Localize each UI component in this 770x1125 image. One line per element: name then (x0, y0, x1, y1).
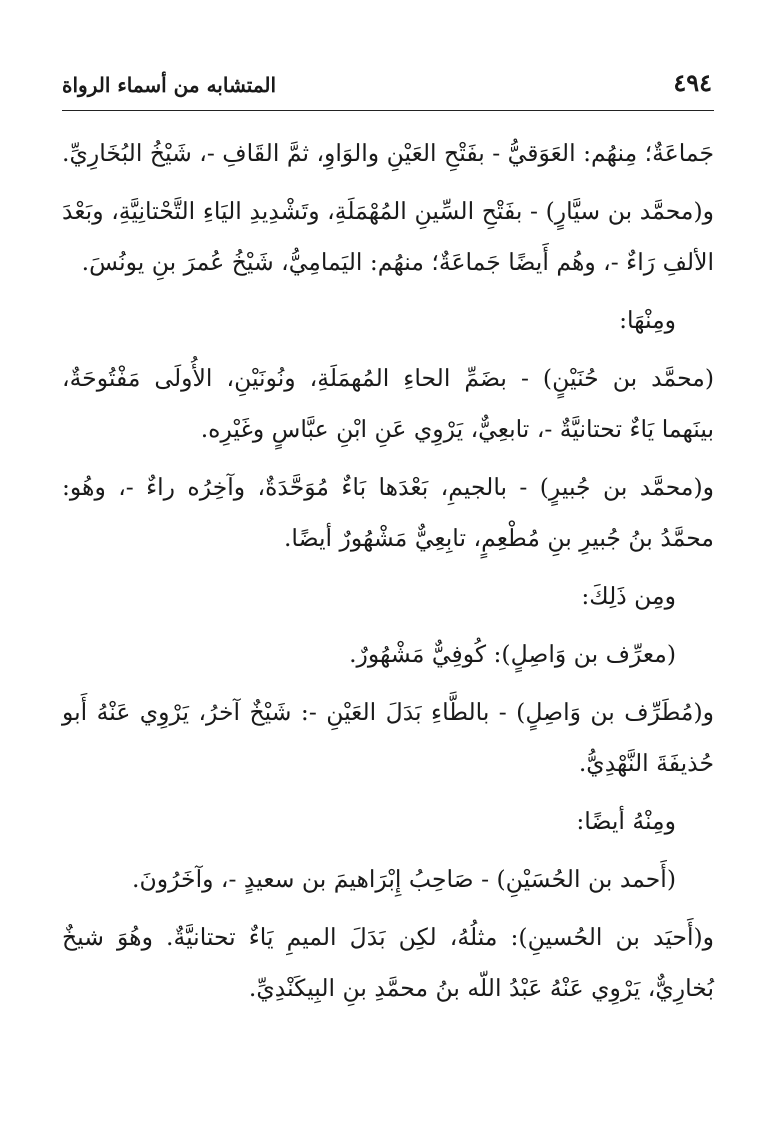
header-rule (62, 110, 714, 111)
paragraph-muarrif-bin-wasil: (معرِّف بن وَاصِلٍ): كُوفِيٌّ مَشْهُورٌ. (349, 640, 676, 668)
section-heading-wa-minhu-aydan: ومِنْهُ أيضًا: (576, 807, 676, 835)
running-title: المتشابه من أسماء الرواة (62, 73, 277, 97)
paragraph-muhammad-bin-hunayn: (محمَّد بن حُنَيْنٍ) - بضَمِّ الحاءِ المُهمَلَةِ، ونُونَيْنِ، الأُولَى مَفْتُوحَةٌ، بينَهما يَاءٌ تحتانيَّةٌ -، تابعِيٌّ، يَرْوِي عَنِ ابْنِ عبَّاسٍ وغَيْرِه. (62, 364, 714, 443)
paragraph-muhammad-bin-jubayr: و(محمَّد بن جُبيرٍ) - بالجيمِ، بَعْدَها بَاءٌ مُوَحَّدَةٌ، وآخِرُه راءٌ -، وهُو: محمَّدُ بنُ جُبيرِ بنِ مُطْعِمٍ، تابِعِيٌّ مَشْهُورٌ أيضًا. (62, 473, 714, 552)
page-header (62, 66, 714, 106)
paragraph-muhammad-bin-sayyar: و(محمَّد بن سيَّارٍ) - بفَتْحِ السِّينِ المُهْمَلَةِ، وتَشْدِيدِ اليَاءِ التَّحْتانِيَّةِ، وبَعْدَ الألفِ رَاءٌ -، وهُم أَيضًا جَماعَةٌ؛ منهُم: اليَمامِيُّ، شَيْخُ عُمرَ بنِ يونُسَ. (62, 197, 714, 276)
section-heading-wa-min-dhalik: ومِن ذَلِكَ: (581, 582, 676, 610)
section-heading-wa-minha: ومِنْهَا: (619, 306, 676, 334)
paragraph-ahmad-bin-al-husayn: (أَحمد بن الحُسَيْنِ) - صَاحِبُ إِبْرَاهيمَ بن سعيدٍ -، وآخَرُونَ. (132, 865, 676, 893)
page-body (62, 128, 714, 1014)
paragraph-ahyad-bin-al-husayn: و(أَحيَد بن الحُسينِ): مثلُهُ، لكِن بَدَلَ الميمِ يَاءٌ تحتانيَّةٌ. وهُوَ شيخٌ بُخارِيٌّ، يَرْوِي عَنْهُ عَبْدُ اللّه بنُ محمَّدِ بنِ البِيكَنْدِيِّ. (62, 923, 714, 1002)
paragraph-jamaa-awaqi: جَماعَةٌ؛ مِنهُم: العَوَقيُّ - بفَتْحِ العَيْنِ والوَاوِ، ثمَّ القَافِ -، شَيْخُ البُخَارِيِّ. (62, 139, 714, 167)
page-number: ٤٩٤ (673, 68, 712, 97)
paragraph-mutarrif-bin-wasil: و(مُطَرِّف بن وَاصِلٍ) - بالطَّاءِ بَدَلَ العَيْنِ -: شَيْخٌ آخرُ، يَرْوِي عَنْهُ أَبو حُذيفَةَ النَّهْدِيُّ. (62, 698, 714, 777)
